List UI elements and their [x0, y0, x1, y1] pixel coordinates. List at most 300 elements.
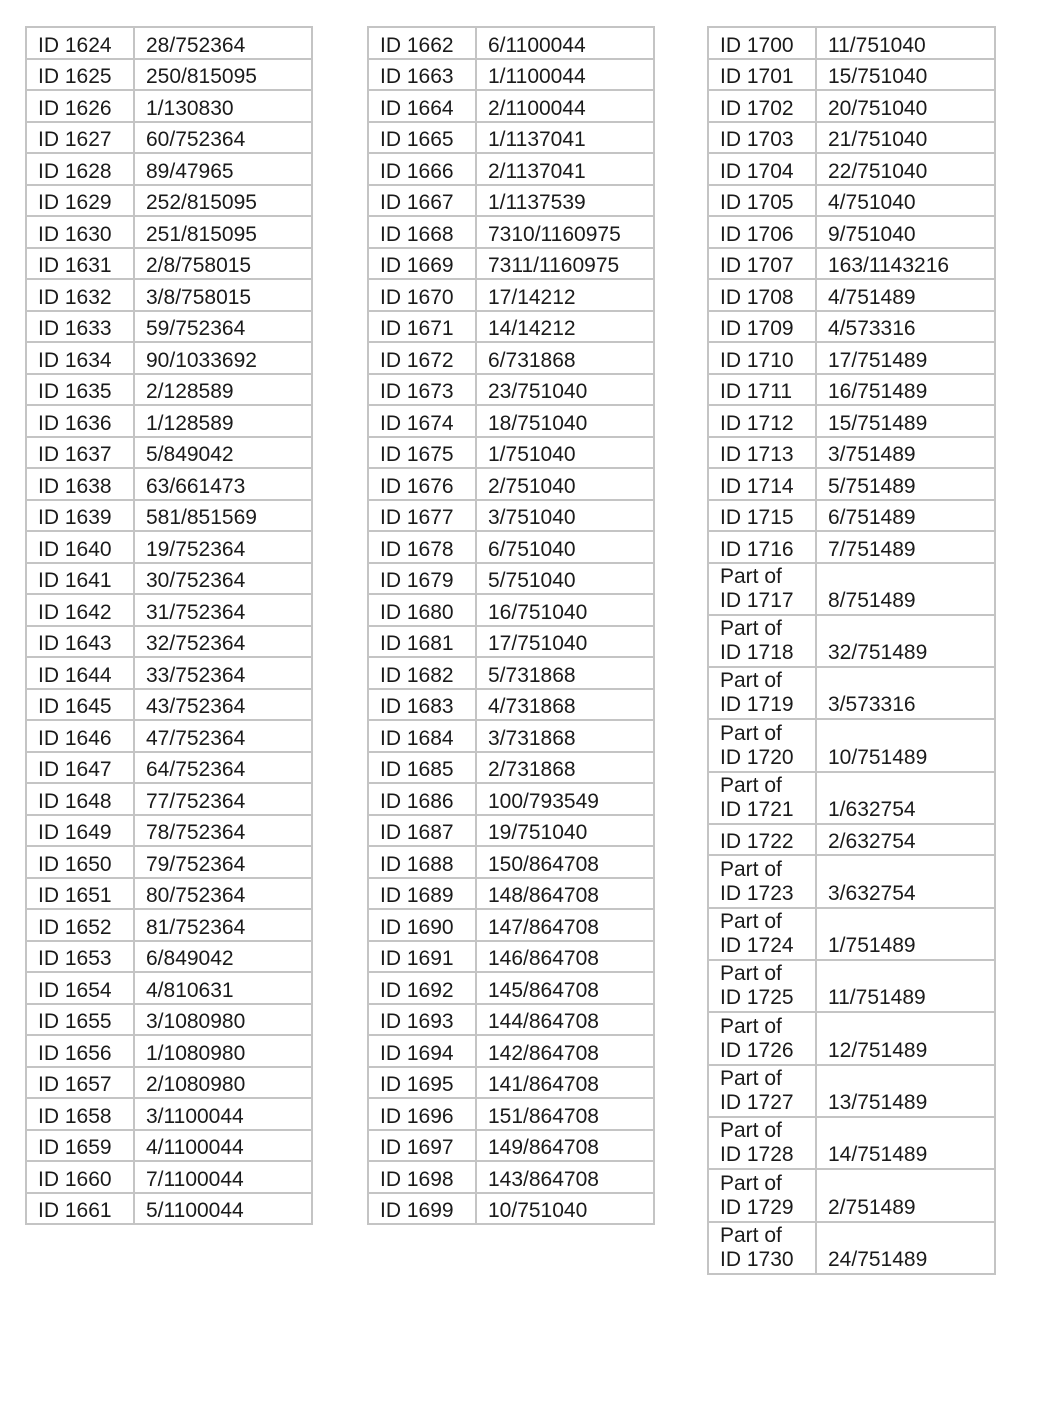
- table-row: [26, 594, 312, 626]
- reference-cell: 6/751489: [816, 500, 995, 532]
- reference-cell: 79/752364: [134, 846, 312, 878]
- reference-cell: 2/751489: [816, 1169, 995, 1221]
- reference-cell: 6/731868: [476, 342, 654, 374]
- id-cell: [368, 468, 476, 500]
- id-cell: [368, 972, 476, 1004]
- id-cell: [708, 27, 816, 59]
- id-label: ID 1699: [380, 1199, 454, 1222]
- reference-cell: 63/661473: [134, 468, 312, 500]
- reference-cell: 60/752364: [134, 122, 312, 154]
- id-label: ID 1703: [720, 128, 794, 151]
- id-cell: [708, 615, 816, 667]
- id-label: ID 1666: [380, 159, 454, 183]
- table-row: [26, 342, 312, 374]
- id-cell: [708, 500, 816, 532]
- table-row: [368, 90, 654, 122]
- reference-cell: 163/1143216: [816, 248, 995, 280]
- reference-cell: 7311/1160975: [476, 248, 654, 280]
- table-row: [368, 216, 654, 248]
- part-of-label: Part of: [720, 617, 782, 641]
- reference-cell: 1/128589: [134, 405, 312, 437]
- table-row: [708, 311, 995, 343]
- reference-cell: 2/731868: [476, 752, 654, 784]
- part-of-label: Part of: [720, 773, 782, 797]
- reference-cell: 19/751040: [476, 815, 654, 847]
- id-cell: [368, 374, 476, 406]
- reference-cell: 2/1080980: [134, 1067, 312, 1099]
- id-label: ID 1718: [720, 641, 794, 665]
- table-row: [368, 878, 654, 910]
- id-cell: [708, 824, 816, 856]
- id-label: ID 1723: [720, 881, 794, 905]
- id-cell: [26, 374, 134, 406]
- reference-cell: 2/128589: [134, 374, 312, 406]
- id-table-2: [367, 26, 655, 1225]
- reference-cell: 5/849042: [134, 437, 312, 469]
- reference-cell: 11/751489: [816, 960, 995, 1012]
- id-cell: [368, 689, 476, 721]
- id-label: ID 1725: [720, 986, 794, 1010]
- reference-cell: 2/1137041: [476, 153, 654, 185]
- id-label: ID 1678: [380, 537, 454, 561]
- id-cell: [26, 122, 134, 154]
- reference-cell: 14/14212: [476, 311, 654, 343]
- id-label: ID 1644: [38, 663, 112, 687]
- table-row: [26, 815, 312, 847]
- table-row: [26, 941, 312, 973]
- reference-cell: 2/1100044: [476, 90, 654, 122]
- table-row: [708, 374, 995, 406]
- table-row: [26, 531, 312, 563]
- id-label: ID 1668: [380, 222, 454, 246]
- reference-cell: 78/752364: [134, 815, 312, 847]
- id-cell: [26, 311, 134, 343]
- id-label: ID 1701: [720, 65, 794, 88]
- id-cell: [368, 720, 476, 752]
- id-cell: [26, 1098, 134, 1130]
- part-of-label: Part of: [720, 564, 782, 588]
- table-row: [368, 153, 654, 185]
- id-cell: [26, 248, 134, 280]
- reference-cell: 24/751489: [816, 1222, 995, 1274]
- reference-cell: 1/1100044: [476, 59, 654, 91]
- table-row: [368, 374, 654, 406]
- table-row: [708, 563, 995, 615]
- table-row: [368, 405, 654, 437]
- reference-cell: 252/815095: [134, 185, 312, 217]
- id-label: ID 1685: [380, 758, 454, 781]
- id-cell: [26, 185, 134, 217]
- id-cell: [368, 1130, 476, 1162]
- table-row: [368, 279, 654, 311]
- id-cell: [708, 59, 816, 91]
- table-row: [26, 59, 312, 91]
- table-row: [368, 500, 654, 532]
- reference-cell: 32/752364: [134, 626, 312, 658]
- table-row: [368, 311, 654, 343]
- id-label: ID 1655: [38, 1010, 112, 1033]
- id-cell: [26, 1004, 134, 1036]
- part-of-label: Part of: [720, 721, 782, 745]
- id-cell: [708, 960, 816, 1012]
- reference-cell: 90/1033692: [134, 342, 312, 374]
- id-cell: [708, 122, 816, 154]
- id-cell: [368, 437, 476, 469]
- id-cell: [26, 1193, 134, 1225]
- id-label: ID 1651: [38, 884, 112, 907]
- table-row: [368, 752, 654, 784]
- table-row: [26, 878, 312, 910]
- reference-cell: 89/47965: [134, 153, 312, 185]
- id-label: ID 1694: [380, 1041, 454, 1065]
- id-cell: [368, 405, 476, 437]
- table-row: [708, 153, 995, 185]
- id-label: ID 1728: [720, 1143, 794, 1167]
- id-label: ID 1676: [380, 474, 454, 498]
- id-cell: [368, 878, 476, 910]
- reference-cell: 145/864708: [476, 972, 654, 1004]
- id-label: ID 1645: [38, 695, 112, 718]
- id-cell: [26, 216, 134, 248]
- id-label: ID 1671: [380, 317, 454, 340]
- table-row: [26, 185, 312, 217]
- id-cell: [368, 594, 476, 626]
- id-cell: [26, 878, 134, 910]
- id-cell: [26, 941, 134, 973]
- id-cell: [708, 531, 816, 563]
- id-cell: [26, 342, 134, 374]
- id-label: ID 1687: [380, 821, 454, 844]
- reference-cell: 3/751489: [816, 437, 995, 469]
- id-label: ID 1683: [380, 695, 454, 718]
- id-label: ID 1730: [720, 1247, 794, 1271]
- reference-cell: 17/14212: [476, 279, 654, 311]
- reference-cell: 142/864708: [476, 1035, 654, 1067]
- reference-cell: 19/752364: [134, 531, 312, 563]
- id-cell: [708, 908, 816, 960]
- id-cell: [26, 531, 134, 563]
- id-label: ID 1711: [720, 380, 792, 403]
- reference-cell: 3/8/758015: [134, 279, 312, 311]
- id-label: ID 1661: [38, 1199, 112, 1222]
- id-cell: [708, 1117, 816, 1169]
- id-cell: [368, 248, 476, 280]
- id-cell: [26, 1035, 134, 1067]
- table-row: [708, 248, 995, 280]
- id-label: ID 1663: [380, 65, 454, 88]
- table-row: [26, 122, 312, 154]
- id-label: ID 1657: [38, 1073, 112, 1096]
- id-label: ID 1673: [380, 380, 454, 403]
- reference-cell: 5/751489: [816, 468, 995, 500]
- id-label: ID 1695: [380, 1073, 454, 1096]
- table-row: [26, 1098, 312, 1130]
- table-row: [26, 1193, 312, 1225]
- id-label: ID 1710: [720, 348, 794, 372]
- reference-cell: 4/731868: [476, 689, 654, 721]
- table-row: [708, 1117, 995, 1169]
- table-row: [708, 90, 995, 122]
- id-label: ID 1693: [380, 1010, 454, 1033]
- reference-cell: 4/810631: [134, 972, 312, 1004]
- id-cell: [708, 90, 816, 122]
- id-label: ID 1643: [38, 632, 112, 655]
- reference-cell: 6/849042: [134, 941, 312, 973]
- table-row: [26, 374, 312, 406]
- table-row: [708, 59, 995, 91]
- id-cell: [368, 27, 476, 59]
- id-cell: [368, 59, 476, 91]
- id-label: ID 1627: [38, 128, 112, 151]
- id-cell: [368, 1004, 476, 1036]
- id-label: ID 1684: [380, 726, 454, 750]
- id-cell: [368, 563, 476, 595]
- reference-cell: 23/751040: [476, 374, 654, 406]
- reference-cell: 15/751489: [816, 405, 995, 437]
- reference-cell: 1/1137041: [476, 122, 654, 154]
- id-cell: [368, 1098, 476, 1130]
- table-row: [26, 279, 312, 311]
- part-of-label: Part of: [720, 1119, 782, 1143]
- table-row: [368, 1067, 654, 1099]
- table-row: [368, 720, 654, 752]
- table-row: [708, 1169, 995, 1221]
- reference-cell: 7/1100044: [134, 1161, 312, 1193]
- table-row: [708, 531, 995, 563]
- table-row: [368, 468, 654, 500]
- table-row: [708, 855, 995, 907]
- id-label: ID 1642: [38, 600, 112, 624]
- reference-cell: 47/752364: [134, 720, 312, 752]
- id-cell: [26, 752, 134, 784]
- reference-cell: 7310/1160975: [476, 216, 654, 248]
- reference-cell: 1/1137539: [476, 185, 654, 217]
- id-label: ID 1652: [38, 915, 112, 939]
- id-cell: [708, 563, 816, 615]
- table-row: [26, 657, 312, 689]
- table-row: [368, 815, 654, 847]
- reference-cell: 12/751489: [816, 1012, 995, 1064]
- id-label: ID 1686: [380, 789, 454, 813]
- table-row: [368, 626, 654, 658]
- id-cell: [368, 1067, 476, 1099]
- table-row: [708, 719, 995, 771]
- table-row: [26, 1130, 312, 1162]
- id-label: ID 1654: [38, 978, 112, 1002]
- id-cell: [368, 1193, 476, 1225]
- id-label: ID 1656: [38, 1041, 112, 1065]
- reference-cell: 20/751040: [816, 90, 995, 122]
- table-row: [708, 1222, 995, 1274]
- id-label: ID 1649: [38, 821, 112, 844]
- table-row: [708, 500, 995, 532]
- id-cell: [26, 626, 134, 658]
- table-row: [708, 468, 995, 500]
- table-row: [26, 626, 312, 658]
- table-row: [26, 90, 312, 122]
- table-row: [708, 615, 995, 667]
- id-label: ID 1641: [38, 569, 112, 592]
- reference-cell: 32/751489: [816, 615, 995, 667]
- id-label: ID 1640: [38, 537, 112, 561]
- table-row: [708, 772, 995, 824]
- id-cell: [368, 153, 476, 185]
- table-row: [26, 563, 312, 595]
- id-label: ID 1636: [38, 411, 112, 435]
- id-cell: [708, 216, 816, 248]
- reference-cell: 15/751040: [816, 59, 995, 91]
- id-label: ID 1713: [720, 443, 794, 466]
- id-cell: [368, 122, 476, 154]
- table-row: [368, 941, 654, 973]
- id-label: ID 1688: [380, 852, 454, 876]
- id-cell: [26, 909, 134, 941]
- table-row: [26, 846, 312, 878]
- reference-cell: 4/751040: [816, 185, 995, 217]
- reference-cell: 30/752364: [134, 563, 312, 595]
- table-row: [368, 972, 654, 1004]
- table-row: [26, 720, 312, 752]
- id-cell: [708, 437, 816, 469]
- reference-cell: 148/864708: [476, 878, 654, 910]
- id-cell: [368, 846, 476, 878]
- id-cell: [26, 1130, 134, 1162]
- id-label: ID 1712: [720, 411, 794, 435]
- table-row: [708, 667, 995, 719]
- id-label: ID 1630: [38, 222, 112, 246]
- reference-cell: 5/731868: [476, 657, 654, 689]
- reference-cell: 146/864708: [476, 941, 654, 973]
- table-row: [708, 1012, 995, 1064]
- id-label: ID 1681: [380, 632, 454, 655]
- id-cell: [708, 1222, 816, 1274]
- id-cell: [708, 342, 816, 374]
- reference-cell: 4/1100044: [134, 1130, 312, 1162]
- reference-cell: 151/864708: [476, 1098, 654, 1130]
- id-label: ID 1626: [38, 96, 112, 120]
- id-label: ID 1650: [38, 852, 112, 876]
- id-cell: [26, 153, 134, 185]
- id-cell: [368, 815, 476, 847]
- id-cell: [708, 279, 816, 311]
- table-row: [368, 657, 654, 689]
- id-cell: [368, 185, 476, 217]
- table-row: [26, 1067, 312, 1099]
- table-row: [708, 27, 995, 59]
- reference-cell: 18/751040: [476, 405, 654, 437]
- reference-cell: 7/751489: [816, 531, 995, 563]
- id-label: ID 1707: [720, 254, 794, 277]
- table-row: [708, 1065, 995, 1117]
- reference-cell: 1/1080980: [134, 1035, 312, 1067]
- id-label: ID 1634: [38, 348, 112, 372]
- table-row: [708, 437, 995, 469]
- id-label: ID 1714: [720, 474, 794, 498]
- reference-cell: 2/751040: [476, 468, 654, 500]
- id-label: ID 1691: [380, 947, 454, 970]
- table-row: [708, 960, 995, 1012]
- table-row: [368, 1035, 654, 1067]
- reference-cell: 17/751489: [816, 342, 995, 374]
- table-row: [368, 248, 654, 280]
- id-cell: [26, 594, 134, 626]
- id-cell: [368, 342, 476, 374]
- id-cell: [26, 689, 134, 721]
- id-label: ID 1653: [38, 947, 112, 970]
- table-row: [368, 1130, 654, 1162]
- id-label: ID 1664: [380, 96, 454, 120]
- id-label: ID 1722: [720, 830, 794, 854]
- id-cell: [368, 626, 476, 658]
- reference-cell: 3/573316: [816, 667, 995, 719]
- id-label: ID 1677: [380, 506, 454, 529]
- id-cell: [26, 27, 134, 59]
- id-label: ID 1674: [380, 411, 454, 435]
- id-label: ID 1629: [38, 191, 112, 214]
- table-row: [26, 909, 312, 941]
- id-label: ID 1637: [38, 443, 112, 466]
- reference-cell: 251/815095: [134, 216, 312, 248]
- id-cell: [708, 153, 816, 185]
- id-cell: [368, 90, 476, 122]
- id-cell: [708, 1169, 816, 1221]
- id-label: ID 1726: [720, 1038, 794, 1062]
- id-label: ID 1625: [38, 65, 112, 88]
- id-cell: [708, 248, 816, 280]
- id-label: ID 1721: [720, 797, 794, 821]
- reference-cell: 4/751489: [816, 279, 995, 311]
- id-cell: [368, 1035, 476, 1067]
- table-row: [26, 153, 312, 185]
- id-cell: [708, 185, 816, 217]
- id-label: ID 1724: [720, 934, 794, 958]
- table-row: [368, 1193, 654, 1225]
- id-label: ID 1646: [38, 726, 112, 750]
- reference-cell: 250/815095: [134, 59, 312, 91]
- reference-cell: 3/1100044: [134, 1098, 312, 1130]
- id-label: ID 1632: [38, 285, 112, 309]
- reference-cell: 77/752364: [134, 783, 312, 815]
- id-cell: [26, 815, 134, 847]
- id-label: ID 1675: [380, 443, 454, 466]
- reference-cell: 16/751040: [476, 594, 654, 626]
- id-label: ID 1709: [720, 317, 794, 340]
- table-row: [708, 122, 995, 154]
- id-label: ID 1690: [380, 915, 454, 939]
- id-label: ID 1704: [720, 159, 794, 183]
- id-label: ID 1715: [720, 506, 794, 529]
- reference-cell: 33/752364: [134, 657, 312, 689]
- id-cell: [368, 909, 476, 941]
- reference-cell: 11/751040: [816, 27, 995, 59]
- id-label: ID 1696: [380, 1104, 454, 1128]
- table-row: [368, 1161, 654, 1193]
- reference-cell: 6/751040: [476, 531, 654, 563]
- table-row: [26, 468, 312, 500]
- id-cell: [708, 667, 816, 719]
- id-label: ID 1680: [380, 600, 454, 624]
- reference-cell: 31/752364: [134, 594, 312, 626]
- reference-cell: 3/751040: [476, 500, 654, 532]
- reference-cell: 2/8/758015: [134, 248, 312, 280]
- id-label: ID 1647: [38, 758, 112, 781]
- id-cell: [708, 855, 816, 907]
- table-row: [708, 908, 995, 960]
- table-row: [368, 1098, 654, 1130]
- part-of-label: Part of: [720, 1014, 782, 1038]
- part-of-label: Part of: [720, 1066, 782, 1090]
- id-label: ID 1672: [380, 348, 454, 372]
